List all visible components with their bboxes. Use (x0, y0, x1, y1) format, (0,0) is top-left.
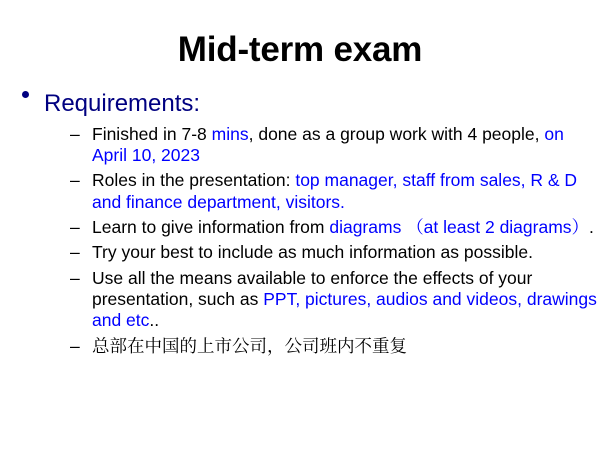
list-item-level2 (44, 336, 600, 358)
text-segment: top manager, staff from sales, R & D and finance department, visitors. (92, 170, 578, 212)
bullet-dash-icon: – (70, 170, 80, 191)
text-segment: 总部在中国的上市公司，公司班内不重复 (92, 336, 407, 357)
text-segment: Try your best to include as much information as possible. (92, 242, 533, 263)
bullet-dot-icon (22, 91, 29, 98)
list-item-level2 (44, 242, 600, 263)
text-segment: on April 10, 2023 (92, 123, 564, 165)
text-segment: mins (211, 123, 249, 144)
text-segment: Use all the means available to enforce the effects of your presentation, such as (92, 267, 533, 309)
page-title: Mid-term exam (177, 30, 423, 69)
text-segment: Learn to give information from (92, 216, 330, 237)
text-segment: .. (149, 310, 160, 331)
text-segment: Roles in the presentation: (92, 170, 296, 191)
bullet-dash-icon: – (70, 123, 80, 144)
text-segment: PPT, pictures, audios and videos, drawings and etc (92, 289, 597, 331)
list-item-level2 (44, 217, 600, 238)
text-segment: （at least 2 diagrams） (406, 216, 590, 237)
text-segment: . (589, 216, 594, 237)
list-item-level2 (44, 170, 600, 213)
bullet-dash-icon: – (70, 242, 80, 263)
list-item-level2 (44, 268, 600, 332)
bullet-dash-icon: – (70, 267, 80, 288)
bullet-dash-icon: – (70, 216, 80, 237)
text-segment: diagrams (329, 216, 407, 237)
list-item-level1 (0, 90, 600, 358)
text-segment: Finished in 7-8 (92, 123, 212, 144)
sub-list (44, 124, 600, 358)
text-segment: , done as a group work with 4 people, (248, 123, 545, 144)
slide-body (0, 90, 600, 358)
level1-label: Requirements: (44, 90, 201, 117)
bullet-dash-icon: – (70, 335, 80, 356)
list-item-level2 (44, 124, 600, 167)
